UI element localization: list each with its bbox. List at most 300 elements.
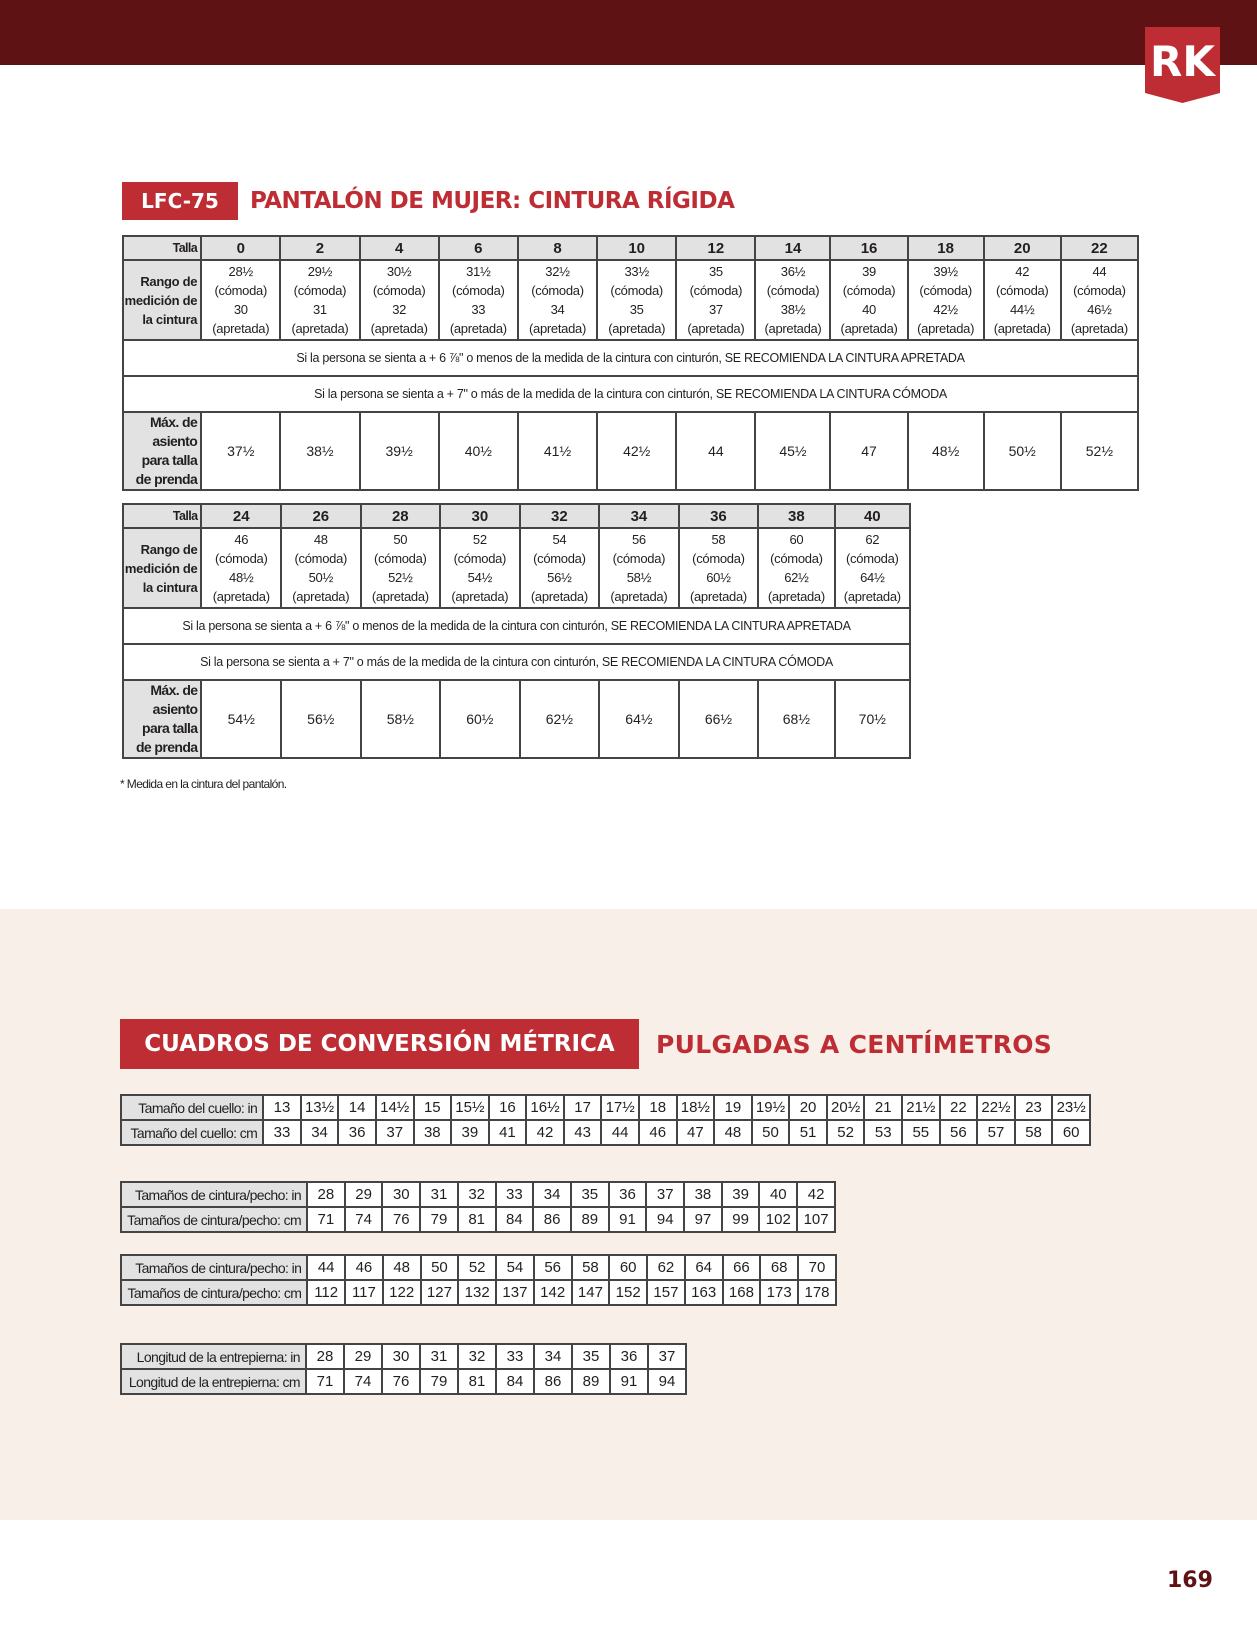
conversion-value-cell: 36 <box>610 1344 648 1369</box>
conversion-value-cell: 33 <box>496 1182 534 1207</box>
size-header-cell: 14 <box>755 236 830 260</box>
max-seat-cell: 40½ <box>439 412 518 490</box>
conversion-value-cell: 43 <box>564 1120 602 1145</box>
conversion-value-cell: 89 <box>571 1207 609 1232</box>
conversion-row-label: Tamaño del cuello: in <box>121 1095 263 1120</box>
conversion-value-cell: 132 <box>458 1280 496 1305</box>
tight-waist-value: 30 <box>233 302 248 317</box>
size-header-cell: 38 <box>758 504 834 528</box>
loose-waist-value: 46 <box>234 532 249 547</box>
size-header-cell: 16 <box>830 236 907 260</box>
conversion-value-cell: 21½ <box>902 1095 940 1120</box>
conversion-value-cell: 147 <box>572 1280 610 1305</box>
loose-word: (cómoda) <box>842 283 896 298</box>
tight-waist-value: 46½ <box>1087 302 1112 317</box>
conversion-value-cell: 28 <box>306 1344 344 1369</box>
loose-word: (cómoda) <box>214 551 268 566</box>
conversion-value-cell: 18½ <box>677 1095 715 1120</box>
section-title: PANTALÓN DE MUJER: CINTURA RÍGIDA <box>250 188 735 214</box>
conversion-value-cell: 71 <box>307 1207 345 1232</box>
loose-word: (cómoda) <box>293 283 347 298</box>
conversion-value-cell: 168 <box>723 1280 761 1305</box>
conversion-row <box>121 1182 835 1207</box>
tight-waist-value: 37 <box>708 302 723 317</box>
conversion-row-label: Tamaño del cuello: cm <box>121 1120 263 1145</box>
conversion-value-cell: 23 <box>1015 1095 1053 1120</box>
max-seat-cell: 62½ <box>520 680 600 758</box>
page-number: 169 <box>1167 1568 1213 1593</box>
conversion-value-cell: 21 <box>864 1095 902 1120</box>
neck-conversion-table <box>120 1094 1091 1146</box>
conversion-value-cell: 52 <box>827 1120 865 1145</box>
max-seat-cell: 60½ <box>440 680 520 758</box>
size-header-cell: 18 <box>908 236 984 260</box>
conversion-value-cell: 91 <box>609 1207 647 1232</box>
conversion-value-cell: 16 <box>489 1095 527 1120</box>
loose-waist-value: 44 <box>1092 264 1107 279</box>
loose-recommendation-note: Si la persona se sienta a + 7" o más de la medida de la cintura con cinturón, SE RECOMIENDA LA CINTURA CÓMODA <box>123 376 1138 412</box>
waist-range-cell <box>758 528 834 608</box>
conversion-value-cell: 76 <box>382 1207 420 1232</box>
size-header-cell: 32 <box>520 504 600 528</box>
tight-word: (apretada) <box>292 589 350 604</box>
conversion-value-cell: 56 <box>940 1120 978 1145</box>
conversion-value-cell: 157 <box>647 1280 685 1305</box>
conversion-value-cell: 37 <box>376 1120 414 1145</box>
conversion-value-cell: 79 <box>420 1207 458 1232</box>
conversion-value-cell: 16½ <box>526 1095 564 1120</box>
size-row-label: Talla <box>123 504 201 528</box>
size-header-cell: 10 <box>597 236 676 260</box>
tight-waist-value: 54½ <box>467 570 493 585</box>
conversion-value-cell: 84 <box>496 1369 534 1394</box>
conversion-value-cell: 13 <box>263 1095 301 1120</box>
conversion-value-cell: 36 <box>338 1120 376 1145</box>
loose-word: (cómoda) <box>1073 283 1126 298</box>
loose-word: (cómoda) <box>692 551 745 566</box>
tight-word: (apretada) <box>1070 321 1128 336</box>
tight-waist-value: 48½ <box>229 570 254 585</box>
conversion-title: PULGADAS A CENTÍMETROS <box>656 1029 1053 1059</box>
size-header-cell: 28 <box>361 504 441 528</box>
size-header-cell: 22 <box>1061 236 1138 260</box>
conversion-value-cell: 60 <box>609 1255 647 1280</box>
size-header-cell: 34 <box>599 504 679 528</box>
conversion-value-cell: 52 <box>458 1255 496 1280</box>
conversion-value-cell: 84 <box>496 1207 534 1232</box>
size-header-row <box>123 236 1138 260</box>
max-seat-cell: 66½ <box>679 680 759 758</box>
conversion-value-cell: 39 <box>451 1120 489 1145</box>
loose-waist-value: 29½ <box>307 264 333 279</box>
conversion-value-cell: 117 <box>345 1280 383 1305</box>
tight-word: (apretada) <box>610 589 668 604</box>
waist-range-label: Rango de medición de la cintura <box>123 528 201 608</box>
conversion-row <box>121 1280 836 1305</box>
conversion-value-cell: 62 <box>647 1255 685 1280</box>
tight-word: (apretada) <box>689 589 747 604</box>
conversion-value-cell: 74 <box>345 1207 383 1232</box>
conversion-value-cell: 44 <box>601 1120 639 1145</box>
conversion-value-cell: 46 <box>345 1255 383 1280</box>
section-header-lfc75 <box>122 182 734 220</box>
conversion-value-cell: 94 <box>648 1369 686 1394</box>
waist-range-cell <box>201 260 280 340</box>
loose-word: (cómoda) <box>770 551 823 566</box>
size-header-cell: 12 <box>676 236 755 260</box>
loose-waist-value: 36½ <box>780 264 806 279</box>
max-seat-label: Máx. de asiento para talla de prenda <box>123 680 201 758</box>
max-seat-cell: 70½ <box>835 680 910 758</box>
footnote: * Medida en la cintura del pantalón. <box>120 777 287 791</box>
conversion-value-cell: 14½ <box>376 1095 414 1120</box>
conversion-row <box>121 1369 686 1394</box>
conversion-value-cell: 15½ <box>451 1095 489 1120</box>
waist-range-cell <box>361 528 441 608</box>
waist-range-cell <box>360 260 439 340</box>
conversion-value-cell: 36 <box>609 1182 647 1207</box>
size-header-cell: 30 <box>440 504 520 528</box>
max-seat-cell: 58½ <box>361 680 441 758</box>
loose-word: (cómoda) <box>610 283 663 298</box>
loose-word: (cómoda) <box>533 551 586 566</box>
conversion-value-cell: 29 <box>344 1344 382 1369</box>
conversion-value-cell: 35 <box>571 1182 609 1207</box>
loose-waist-value: 39½ <box>933 264 958 279</box>
conversion-value-cell: 22½ <box>977 1095 1015 1120</box>
loose-word: (cómoda) <box>531 283 584 298</box>
conversion-value-cell: 137 <box>496 1280 534 1305</box>
size-header-cell: 40 <box>835 504 910 528</box>
waist-range-cell <box>520 528 600 608</box>
size-header-cell: 24 <box>201 504 281 528</box>
conversion-value-cell: 37 <box>648 1344 686 1369</box>
conversion-value-cell: 99 <box>722 1207 760 1232</box>
tight-waist-value: 64½ <box>860 570 885 585</box>
conversion-row <box>121 1344 686 1369</box>
tight-recommendation-note: Si la persona se sienta a + 6 ⅞" o menos de la medida de la cintura con cinturón, SE RECOMIENDA LA CINTURA APRETADA <box>123 340 1138 376</box>
max-seat-cell: 64½ <box>599 680 679 758</box>
size-header-cell: 0 <box>201 236 280 260</box>
conversion-value-cell: 34 <box>534 1344 572 1369</box>
loose-word: (cómoda) <box>214 283 267 298</box>
conversion-value-cell: 81 <box>458 1369 496 1394</box>
waist-range-label: Rango de medición de la cintura <box>123 260 201 340</box>
logo-text: RK <box>1150 37 1215 86</box>
product-code-tag: LFC-75 <box>122 182 238 220</box>
max-seat-cell: 45½ <box>755 412 830 490</box>
loose-waist-value: 62 <box>865 532 880 547</box>
loose-waist-value: 33½ <box>624 264 649 279</box>
conversion-value-cell: 17½ <box>601 1095 639 1120</box>
waist-range-cell <box>679 528 759 608</box>
waist-range-cell <box>518 260 597 340</box>
tight-word: (apretada) <box>764 321 822 336</box>
conversion-value-cell: 55 <box>902 1120 940 1145</box>
conversion-value-cell: 97 <box>684 1207 722 1232</box>
conversion-row <box>121 1120 1090 1145</box>
conversion-value-cell: 54 <box>496 1255 534 1280</box>
inseam-conversion-table <box>120 1343 687 1395</box>
conversion-value-cell: 76 <box>382 1369 420 1394</box>
loose-word: (cómoda) <box>294 551 348 566</box>
conversion-value-cell: 89 <box>572 1369 610 1394</box>
conversion-value-cell: 29 <box>345 1182 383 1207</box>
conversion-value-cell: 39 <box>722 1182 760 1207</box>
conversion-value-cell: 46 <box>639 1120 677 1145</box>
conversion-row-label: Tamaños de cintura/pecho: in <box>121 1182 307 1207</box>
tight-waist-value: 31 <box>313 302 327 317</box>
size-header-cell: 6 <box>439 236 518 260</box>
max-seat-cell: 37½ <box>201 412 280 490</box>
loose-word: (cómoda) <box>689 283 743 298</box>
conversion-value-cell: 37 <box>646 1182 684 1207</box>
tight-word: (apretada) <box>687 321 745 336</box>
size-header-cell: 4 <box>360 236 439 260</box>
tight-word: (apretada) <box>449 321 507 336</box>
loose-word: (cómoda) <box>374 551 427 566</box>
conversion-value-cell: 94 <box>646 1207 684 1232</box>
conversion-value-cell: 19½ <box>752 1095 790 1120</box>
conversion-value-cell: 20½ <box>827 1095 865 1120</box>
header-bar <box>0 0 1257 65</box>
conversion-value-cell: 50 <box>752 1120 790 1145</box>
conversion-row-label: Tamaños de cintura/pecho: cm <box>121 1207 307 1232</box>
conversion-value-cell: 48 <box>714 1120 752 1145</box>
tight-recommendation-note: Si la persona se sienta a + 6 ⅞" o menos de la medida de la cintura con cinturón, SE RECOMIENDA LA CINTURA APRETADA <box>123 608 910 644</box>
waist-range-cell <box>830 260 907 340</box>
conversion-value-cell: 42 <box>797 1182 835 1207</box>
conversion-value-cell: 38 <box>684 1182 722 1207</box>
tight-waist-value: 44½ <box>1010 302 1035 317</box>
waist-range-cell <box>597 260 676 340</box>
conversion-value-cell: 47 <box>677 1120 715 1145</box>
conversion-value-cell: 18 <box>639 1095 677 1120</box>
size-header-cell: 2 <box>280 236 359 260</box>
tight-waist-value: 62½ <box>784 570 809 585</box>
tight-word: (apretada) <box>529 321 586 336</box>
tight-word: (apretada) <box>843 589 901 604</box>
conversion-value-cell: 42 <box>526 1120 564 1145</box>
conversion-value-cell: 31 <box>420 1182 458 1207</box>
conversion-value-cell: 19 <box>714 1095 752 1120</box>
loose-waist-value: 39 <box>862 264 876 279</box>
conversion-row <box>121 1255 836 1280</box>
conversion-value-cell: 53 <box>864 1120 902 1145</box>
conversion-row-label: Longitud de la entrepierna: cm <box>121 1369 306 1394</box>
conversion-value-cell: 50 <box>421 1255 459 1280</box>
conversion-value-cell: 28 <box>307 1182 345 1207</box>
conversion-value-cell: 74 <box>344 1369 382 1394</box>
size-table-1 <box>122 235 1139 491</box>
size-header-cell: 26 <box>281 504 361 528</box>
size-header-cell: 36 <box>679 504 759 528</box>
loose-waist-value: 52 <box>472 532 487 547</box>
loose-recommendation-row <box>123 376 1138 412</box>
conversion-value-cell: 35 <box>572 1344 610 1369</box>
conversion-row <box>121 1207 835 1232</box>
tight-waist-value: 38½ <box>780 302 806 317</box>
max-seat-cell: 68½ <box>758 680 834 758</box>
conversion-value-cell: 60 <box>1052 1120 1090 1145</box>
loose-word: (cómoda) <box>452 283 505 298</box>
max-seat-cell: 52½ <box>1061 412 1138 490</box>
conversion-value-cell: 68 <box>760 1255 798 1280</box>
loose-word: (cómoda) <box>919 283 972 298</box>
conversion-value-cell: 58 <box>572 1255 610 1280</box>
tight-waist-value: 60½ <box>706 570 731 585</box>
conversion-value-cell: 31 <box>420 1344 458 1369</box>
max-seat-cell: 38½ <box>280 412 359 490</box>
conversion-value-cell: 112 <box>307 1280 345 1305</box>
conversion-value-cell: 20 <box>789 1095 827 1120</box>
tight-waist-value: 42½ <box>933 302 958 317</box>
conversion-value-cell: 23½ <box>1052 1095 1090 1120</box>
conversion-value-cell: 79 <box>420 1369 458 1394</box>
conversion-value-cell: 51 <box>789 1120 827 1145</box>
tight-waist-value: 56½ <box>547 570 572 585</box>
conversion-value-cell: 56 <box>534 1255 572 1280</box>
waist-range-cell <box>676 260 755 340</box>
tight-waist-value: 33 <box>471 302 486 317</box>
size-header-cell: 8 <box>518 236 597 260</box>
conversion-value-cell: 70 <box>798 1255 836 1280</box>
conversion-row-label: Tamaños de cintura/pecho: in <box>121 1255 307 1280</box>
conversion-value-cell: 15 <box>414 1095 452 1120</box>
conversion-value-cell: 22 <box>940 1095 978 1120</box>
loose-waist-value: 56 <box>631 532 646 547</box>
conversion-value-cell: 17 <box>564 1095 602 1120</box>
conversion-value-cell: 13½ <box>301 1095 339 1120</box>
tight-recommendation-row <box>123 608 910 644</box>
conversion-value-cell: 40 <box>759 1182 797 1207</box>
tight-word: (apretada) <box>212 321 270 336</box>
conversion-value-cell: 152 <box>609 1280 647 1305</box>
max-seat-label: Máx. de asiento para talla de prenda <box>123 412 201 490</box>
conversion-value-cell: 173 <box>760 1280 798 1305</box>
waist-range-cell <box>281 528 361 608</box>
waist-range-cell <box>1061 260 1138 340</box>
loose-waist-value: 31½ <box>466 264 491 279</box>
tight-word: (apretada) <box>370 321 428 336</box>
conversion-value-cell: 34 <box>301 1120 339 1145</box>
conversion-value-cell: 33 <box>263 1120 301 1145</box>
conversion-row <box>121 1095 1090 1120</box>
waist-range-cell <box>755 260 830 340</box>
max-seat-cell: 56½ <box>281 680 361 758</box>
conversion-value-cell: 48 <box>383 1255 421 1280</box>
conversion-value-cell: 66 <box>723 1255 761 1280</box>
conversion-value-cell: 91 <box>610 1369 648 1394</box>
loose-waist-value: 32½ <box>545 264 570 279</box>
tight-waist-value: 58½ <box>626 570 652 585</box>
loose-waist-value: 42 <box>1015 264 1030 279</box>
loose-word: (cómoda) <box>766 283 820 298</box>
max-seat-cell: 41½ <box>518 412 597 490</box>
max-seat-cell: 47 <box>830 412 907 490</box>
loose-word: (cómoda) <box>453 551 507 566</box>
tight-word: (apretada) <box>371 589 429 604</box>
conversion-value-cell: 41 <box>489 1120 527 1145</box>
waist-range-cell <box>280 260 359 340</box>
max-seat-cell: 50½ <box>984 412 1061 490</box>
conversion-value-cell: 30 <box>382 1182 420 1207</box>
tight-waist-value: 35 <box>629 302 644 317</box>
conversion-value-cell: 64 <box>685 1255 723 1280</box>
waist-range-row <box>123 260 1138 340</box>
conversion-value-cell: 178 <box>798 1280 836 1305</box>
waist-conversion-table-1 <box>120 1181 836 1233</box>
waist-range-cell <box>440 528 520 608</box>
max-seat-cell: 54½ <box>201 680 281 758</box>
tight-word: (apretada) <box>291 321 349 336</box>
tight-word: (apretada) <box>917 321 975 336</box>
max-seat-row <box>123 680 910 758</box>
loose-waist-value: 35 <box>708 264 723 279</box>
conversion-value-cell: 86 <box>534 1369 572 1394</box>
tight-word: (apretada) <box>767 589 825 604</box>
max-seat-cell: 42½ <box>597 412 676 490</box>
loose-waist-value: 28½ <box>228 264 253 279</box>
conversion-value-cell: 142 <box>534 1280 572 1305</box>
max-seat-cell: 39½ <box>360 412 439 490</box>
loose-waist-value: 58 <box>711 532 726 547</box>
max-seat-cell: 48½ <box>908 412 984 490</box>
tight-waist-value: 34 <box>550 302 565 317</box>
conversion-value-cell: 81 <box>458 1207 496 1232</box>
loose-waist-value: 30½ <box>386 264 412 279</box>
loose-word: (cómoda) <box>846 551 899 566</box>
loose-recommendation-note: Si la persona se sienta a + 7" o más de la medida de la cintura con cinturón, SE RECOMIENDA LA CINTURA CÓMODA <box>123 644 910 680</box>
conversion-value-cell: 102 <box>759 1207 797 1232</box>
conversion-value-cell: 71 <box>306 1369 344 1394</box>
waist-range-row <box>123 528 910 608</box>
waist-conversion-table-2 <box>120 1254 837 1306</box>
section-header-conversion <box>120 1019 1052 1069</box>
conversion-value-cell: 127 <box>421 1280 459 1305</box>
conversion-value-cell: 163 <box>685 1280 723 1305</box>
max-seat-cell: 44 <box>676 412 755 490</box>
conversion-value-cell: 58 <box>1015 1120 1053 1145</box>
conversion-value-cell: 33 <box>496 1344 534 1369</box>
tight-waist-value: 40 <box>862 302 876 317</box>
tight-waist-value: 52½ <box>388 570 413 585</box>
size-header-cell: 20 <box>984 236 1061 260</box>
waist-range-cell <box>599 528 679 608</box>
conversion-value-cell: 32 <box>458 1182 496 1207</box>
conversion-value-cell: 14 <box>338 1095 376 1120</box>
tight-recommendation-row <box>123 340 1138 376</box>
conversion-value-cell: 107 <box>797 1207 835 1232</box>
conversion-value-cell: 38 <box>414 1120 452 1145</box>
size-row-label: Talla <box>123 236 201 260</box>
loose-waist-value: 54 <box>552 532 567 547</box>
waist-range-cell <box>439 260 518 340</box>
conversion-row-label: Longitud de la entrepierna: in <box>121 1344 306 1369</box>
conversion-tag: CUADROS DE CONVERSIÓN MÉTRICA <box>120 1019 639 1069</box>
size-header-row <box>123 504 910 528</box>
conversion-value-cell: 30 <box>382 1344 420 1369</box>
tight-waist-value: 50½ <box>308 570 333 585</box>
conversion-value-cell: 86 <box>533 1207 571 1232</box>
loose-waist-value: 50 <box>393 532 408 547</box>
conversion-value-cell: 32 <box>458 1344 496 1369</box>
max-seat-row <box>123 412 1138 490</box>
tight-word: (apretada) <box>212 589 270 604</box>
waist-range-cell <box>201 528 281 608</box>
loose-recommendation-row <box>123 644 910 680</box>
conversion-value-cell: 44 <box>307 1255 345 1280</box>
